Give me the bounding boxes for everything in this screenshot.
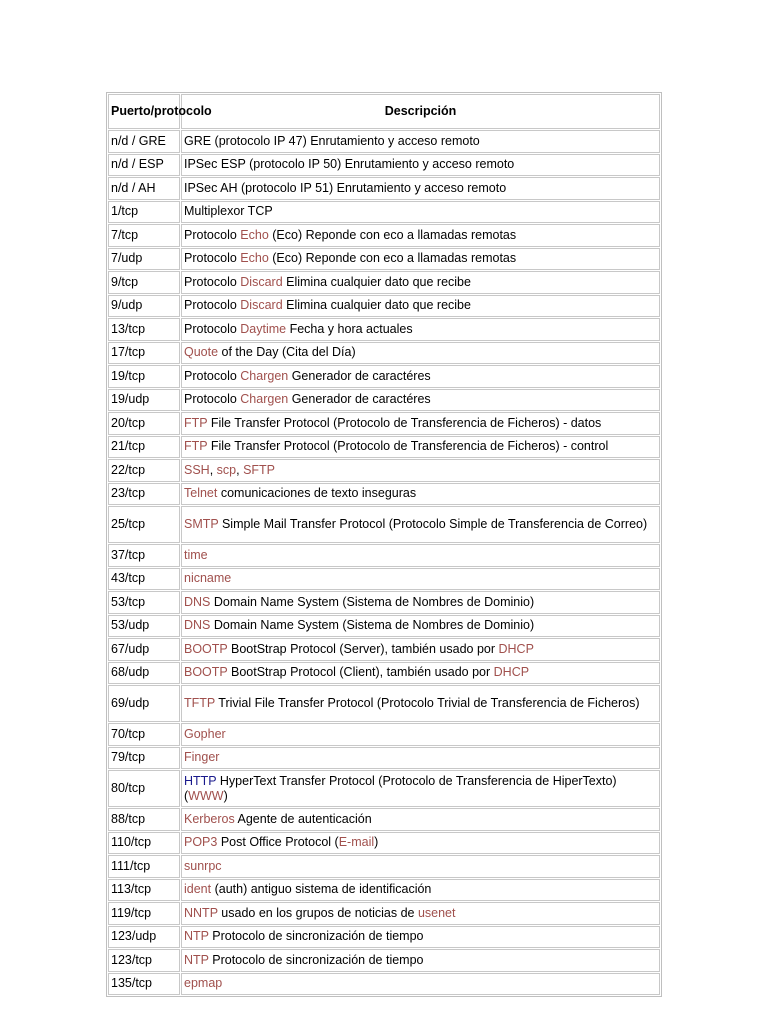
description-text: Protocolo [184,368,241,383]
protocol-link[interactable]: Chargen [240,368,289,383]
table-row [108,483,660,506]
description-text: Elimina cualquier dato que recibe [282,298,471,313]
protocol-link[interactable]: Telnet [184,486,218,501]
description-text: File Transfer Protocol (Protocolo de Transferencia de Ficheros) - datos [207,415,602,430]
protocol-link[interactable]: TFTP [184,696,216,710]
protocol-link[interactable]: NTP [184,929,209,944]
port-cell: 17/tcp [108,342,180,365]
table-row [108,389,660,412]
table-row [108,808,660,831]
table-row [108,723,660,746]
description-cell [181,685,660,722]
description-text: File Transfer Protocol (Protocolo de Transferencia de Ficheros) - control [207,439,609,454]
description-text: (auth) antiguo sistema de identificación [211,882,432,897]
description-cell [181,483,660,506]
table-row [108,949,660,972]
protocol-link[interactable]: SFTP [243,462,276,477]
description-cell [181,436,660,459]
table-row [108,685,660,722]
protocol-link[interactable]: FTP [184,415,208,430]
description-text: Multiplexor TCP [184,204,273,219]
description-cell [181,879,660,902]
protocol-link[interactable]: WWW [188,788,224,803]
table-row [108,879,660,902]
description-cell [181,926,660,949]
table-row [108,201,660,224]
table-row [108,412,660,435]
description-cell [181,224,660,247]
description-cell [181,832,660,855]
description-text: Protocolo [184,251,241,266]
description-cell [181,770,660,807]
protocol-link[interactable]: POP3 [184,835,218,850]
description-text: Protocolo de sincronización de tiempo [208,929,424,944]
description-column-header: Descripción [181,94,660,129]
port-column-header: Puerto/protocolo [108,94,180,129]
port-cell: 13/tcp [108,318,180,341]
description-text: Fecha y hora actuales [286,321,413,336]
table-row [108,855,660,878]
port-cell: 113/tcp [108,879,180,902]
protocol-link[interactable]: Gopher [184,726,226,741]
port-cell: 80/tcp [108,770,180,807]
protocol-link[interactable]: Quote [184,345,219,360]
protocol-link[interactable]: Finger [184,750,220,765]
port-cell: 53/tcp [108,591,180,614]
description-cell [181,662,660,685]
description-text: of the Day (Cita del Día) [218,345,356,360]
description-cell [181,855,660,878]
description-cell [181,412,660,435]
port-cell: 123/udp [108,926,180,949]
port-cell: 9/tcp [108,271,180,294]
port-cell: 7/udp [108,248,180,271]
description-text: Protocolo [184,392,241,407]
table-row [108,295,660,318]
description-text: usado en los grupos de noticias de [217,905,418,920]
table-row [108,224,660,247]
description-cell [181,201,660,224]
port-cell: n/d / AH [108,177,180,200]
protocol-link[interactable]: nicname [184,571,232,586]
description-cell [181,389,660,412]
description-text: Trivial File Transfer Protocol (Protocolo Trivial de Transferencia de Ficheros) [215,696,640,710]
table-row [108,973,660,996]
description-cell [181,902,660,925]
description-cell [181,949,660,972]
port-cell: 79/tcp [108,747,180,770]
table-row [108,544,660,567]
description-text: ) [223,788,228,803]
protocol-link[interactable]: Discard [240,274,283,289]
port-cell: 119/tcp [108,902,180,925]
port-cell: 111/tcp [108,855,180,878]
table-header-row [108,94,660,129]
description-cell [181,615,660,638]
description-text: Protocolo de sincronización de tiempo [208,952,424,967]
table-row [108,177,660,200]
description-cell [181,271,660,294]
description-text: Generador de caractéres [288,392,431,407]
description-text: BootStrap Protocol (Client), también usado por [227,665,494,680]
description-text: ) [374,835,379,850]
port-cell: 53/udp [108,615,180,638]
description-cell [181,130,660,153]
description-text: Domain Name System (Sistema de Nombres de Dominio) [210,594,535,609]
description-text: GRE (protocolo IP 47) Enrutamiento y acceso remoto [184,133,480,148]
description-text: HyperText Transfer Protocol (Protocolo de Transferencia de HiperTexto) ( [184,773,617,803]
table-row [108,318,660,341]
description-cell [181,248,660,271]
protocol-link[interactable]: DNS [184,618,211,633]
protocol-link[interactable]: Chargen [240,392,289,407]
description-cell [181,506,660,543]
table-row [108,568,660,591]
description-cell [181,295,660,318]
table-row [108,662,660,685]
description-cell [181,342,660,365]
port-cell: 69/udp [108,685,180,722]
port-cell: 67/udp [108,638,180,661]
port-cell: 1/tcp [108,201,180,224]
table-row [108,902,660,925]
table-row [108,342,660,365]
table-row [108,615,660,638]
description-text: (Eco) Reponde con eco a llamadas remotas [268,251,517,266]
table-row [108,506,660,543]
protocol-link[interactable]: sunrpc [184,858,222,873]
protocol-link[interactable]: FTP [184,439,208,454]
description-text: Protocolo [184,298,241,313]
description-cell [181,154,660,177]
protocol-link[interactable]: Echo [240,251,269,266]
port-cell: 70/tcp [108,723,180,746]
description-cell [181,318,660,341]
description-cell [181,808,660,831]
protocol-link[interactable]: E-mail [338,835,375,850]
table-row [108,770,660,807]
port-cell: 22/tcp [108,459,180,482]
table-row [108,365,660,388]
protocol-link[interactable]: SSH [184,462,210,477]
protocol-link[interactable]: epmap [184,976,223,991]
port-cell: 68/udp [108,662,180,685]
protocol-link[interactable]: BOOTP [184,665,228,680]
description-text: BootStrap Protocol (Server), también usado por [227,641,499,656]
table-row [108,436,660,459]
protocol-link[interactable]: ident [184,882,212,897]
table-row [108,638,660,661]
description-text: Protocolo [184,274,241,289]
protocol-link[interactable]: Kerberos [184,811,235,826]
description-cell [181,638,660,661]
description-text: Elimina cualquier dato que recibe [282,274,471,289]
protocol-link[interactable]: BOOTP [184,641,228,656]
protocol-link[interactable]: SMTP [184,517,219,531]
table-row [108,747,660,770]
port-cell: 110/tcp [108,832,180,855]
description-text: , [236,462,244,477]
port-cell: 135/tcp [108,973,180,996]
description-cell [181,723,660,746]
protocol-link[interactable]: DHCP [498,641,534,656]
port-cell: 20/tcp [108,412,180,435]
port-cell: 21/tcp [108,436,180,459]
protocol-link[interactable]: NTP [184,952,209,967]
description-text: Domain Name System (Sistema de Nombres de Dominio) [210,618,535,633]
table-row [108,271,660,294]
description-text: IPSec AH (protocolo IP 51) Enrutamiento y acceso remoto [184,180,507,195]
protocol-link[interactable]: NNTP [184,905,218,920]
protocol-link[interactable]: scp [216,462,237,477]
port-cell: n/d / GRE [108,130,180,153]
description-text: Post Office Protocol ( [217,835,339,850]
description-cell [181,544,660,567]
ports-table-body [108,130,660,995]
port-cell: 43/tcp [108,568,180,591]
description-cell [181,973,660,996]
description-cell [181,365,660,388]
description-text: Protocolo [184,227,241,242]
port-cell: 37/tcp [108,544,180,567]
table-row [108,832,660,855]
description-text: comunicaciones de texto inseguras [217,486,417,501]
description-text: IPSec ESP (protocolo IP 50) Enrutamiento y acceso remoto [184,157,515,172]
port-cell: 7/tcp [108,224,180,247]
ports-table [106,92,662,997]
protocol-link[interactable]: Daytime [240,321,287,336]
description-cell [181,177,660,200]
table-row [108,248,660,271]
port-cell: 9/udp [108,295,180,318]
protocol-link[interactable]: DHCP [493,665,530,680]
table-row [108,926,660,949]
table-row [108,154,660,177]
protocol-link[interactable]: DNS [184,594,211,609]
description-text: Agente de autenticación [234,811,372,826]
description-text: Generador de caractéres [288,368,431,383]
description-cell [181,591,660,614]
description-cell [181,459,660,482]
port-cell: 23/tcp [108,483,180,506]
port-cell: 19/udp [108,389,180,412]
port-cell: 19/tcp [108,365,180,388]
protocol-link[interactable]: Echo [240,227,269,242]
protocol-link[interactable]: usenet [417,905,456,920]
table-row [108,130,660,153]
description-text: Simple Mail Transfer Protocol (Protocolo Simple de Transferencia de Correo) [218,517,648,531]
description-text: (Eco) Reponde con eco a llamadas remotas [268,227,517,242]
description-cell [181,747,660,770]
port-cell: 88/tcp [108,808,180,831]
description-cell [181,568,660,591]
description-text: Protocolo [184,321,241,336]
description-text: , [209,462,217,477]
protocol-link[interactable]: time [184,547,208,562]
port-cell: 25/tcp [108,506,180,543]
protocol-link[interactable]: HTTP [184,773,217,788]
protocol-link[interactable]: Discard [240,298,283,313]
port-cell: n/d / ESP [108,154,180,177]
port-cell: 123/tcp [108,949,180,972]
table-row [108,459,660,482]
table-row [108,591,660,614]
